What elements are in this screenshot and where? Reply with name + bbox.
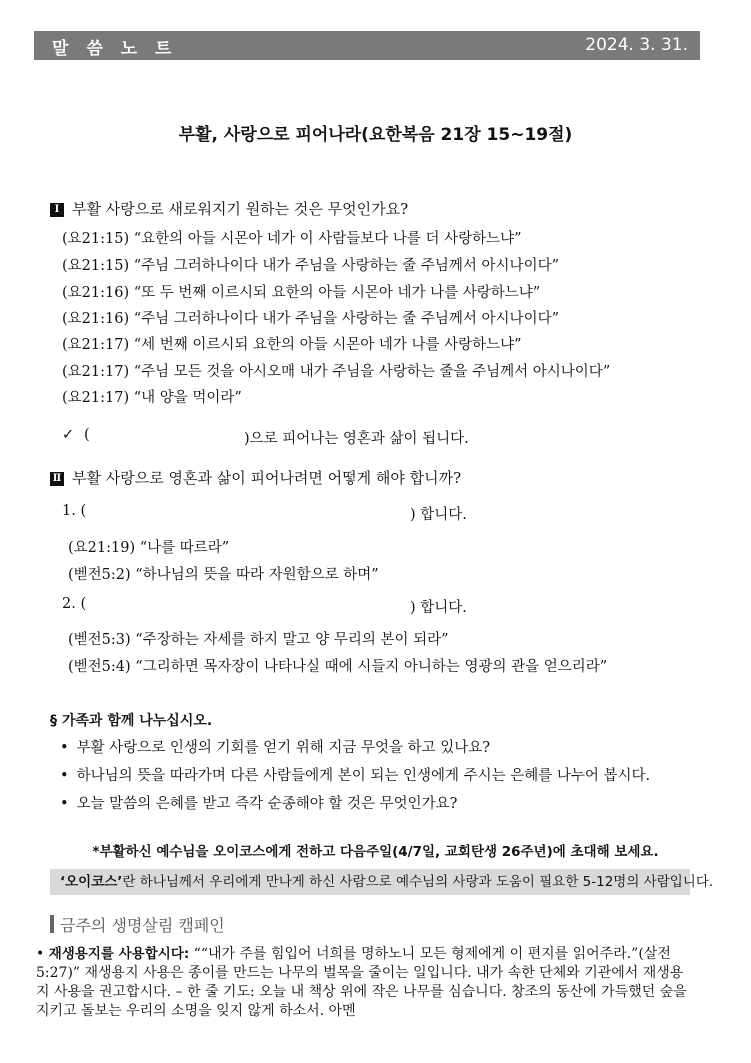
- section1-question: 부활 사랑으로 새로워지기 원하는 것은 무엇인가요?: [72, 200, 409, 218]
- verse-line: (요21:17) “주님 모든 것을 아시오매 내가 주님을 사랑하는 줄을 주님께서 아시나이다”: [62, 364, 611, 380]
- verse-line: (벧전5:4) “그리하면 목자장이 나타나실 때에 시들지 아니하는 영광의 관을 얻으리라”: [68, 659, 608, 675]
- header-title: 말 씀 노 트: [52, 39, 178, 59]
- bullet-icon: •: [60, 768, 69, 784]
- verse-line: (요21:17) “내 양을 먹이라”: [62, 390, 242, 406]
- verse-line: (요21:15) “요한의 아들 시몬아 네가 이 사람들보다 나를 더 사랑하느냐”: [62, 231, 522, 247]
- section2-heading: [50, 467, 461, 488]
- item1-blank-close: ) 합니다.: [410, 507, 467, 523]
- section1-heading: [50, 198, 408, 219]
- oikos-box: [50, 869, 714, 895]
- verse-line: (요21:15) “주님 그러하나이다 내가 주님을 사랑하는 줄 주님께서 아시나이다”: [62, 258, 559, 274]
- campaign-paragraph: [36, 945, 696, 1021]
- campaign-body: ““내가 주를 힘입어 너희를 명하노니 모든 형제에게 이 편지를 읽어주라.”(살전 5:27)” 재생용지 사용은 종이를 만드는 나무의 벌목을 줄이는 일입니다. 내가 속한 단체와 기관에서 재생용지 사용을 권고합시다. – 한 줄 기도: 오늘 내 책상 위에 작은 나무를 심습니다. 창조의 동산에 가득했던 숲을 지키고 돌보는 우리의 소명을 잊지 않게 하소서. 아멘: [36, 946, 687, 1019]
- verse-line: (요21:16) “주님 그러하나이다 내가 주님을 사랑하는 줄 주님께서 아시나이다”: [62, 311, 559, 327]
- verse-line: (요21:17) “세 번째 이르시되 요한의 아들 시몬아 네가 나를 사랑하느냐”: [62, 337, 522, 353]
- verse-line: (요21:16) “또 두 번째 이르시되 요한의 아들 시몬아 네가 나를 사랑하느냐”: [62, 285, 541, 301]
- check-icon: ✓: [62, 427, 75, 443]
- campaign-heading: 금주의 생명살림 캠페인: [60, 916, 225, 935]
- item2-blank-open: 2. (: [62, 596, 87, 612]
- header-bar: [34, 31, 700, 60]
- family-heading: § 가족과 함께 나누십시오.: [50, 713, 213, 729]
- verse-line: (벧전5:2) “하나님의 뜻을 따라 자원함으로 하며”: [68, 567, 379, 583]
- section2-number: Ⅱ: [50, 472, 64, 486]
- page-title: 부활, 사랑으로 피어나라(요한복음 21장 15~19절): [178, 125, 573, 145]
- bullet-icon: •: [60, 796, 69, 812]
- answer-blank-close: )으로 피어나는 영혼과 삶이 됩니다.: [244, 431, 469, 447]
- section2-question: 부활 사랑으로 영혼과 삶이 피어나려면 어떻게 해야 합니까?: [72, 469, 462, 487]
- campaign-bar: [50, 915, 54, 933]
- campaign-lead: 재생용지를 사용합시다:: [48, 946, 190, 962]
- list-item: • 부활 사랑으로 인생의 기회를 얻기 위해 지금 무엇을 하고 있나요?: [60, 740, 490, 756]
- item1-blank-open: 1. (: [62, 503, 87, 519]
- invite-note: *부활하신 예수님을 오이코스에게 전하고 다음주일(4/7일, 교회탄생 26주년)에 초대해 보세요.: [92, 844, 659, 860]
- item2-blank-close: ) 합니다.: [410, 600, 467, 616]
- header-date: 2024. 3. 31.: [585, 35, 688, 55]
- bullet-icon: •: [60, 740, 69, 756]
- list-item: • 오늘 말씀의 은혜를 받고 즉각 순종해야 할 것은 무엇인가요?: [60, 796, 458, 812]
- bullet-icon: •: [36, 946, 45, 962]
- verse-line: (요21:19) “나를 따르라”: [68, 540, 230, 556]
- section1-number: Ⅰ: [50, 203, 64, 217]
- oikos-term: ‘오이코스’: [60, 874, 123, 890]
- verse-line: (벧전5:3) “주장하는 자세를 하지 말고 양 무리의 본이 되라”: [68, 632, 449, 648]
- answer-blank-open: (: [84, 427, 90, 443]
- list-item: • 하나님의 뜻을 따라가며 다른 사람들에게 본이 되는 인생에게 주시는 은혜를 나누어 봅시다.: [60, 768, 651, 784]
- oikos-text: 란 하나님께서 우리에게 만나게 하신 사람으로 예수님의 사랑과 도움이 필요한 5-12명의 사람입니다.: [122, 874, 714, 890]
